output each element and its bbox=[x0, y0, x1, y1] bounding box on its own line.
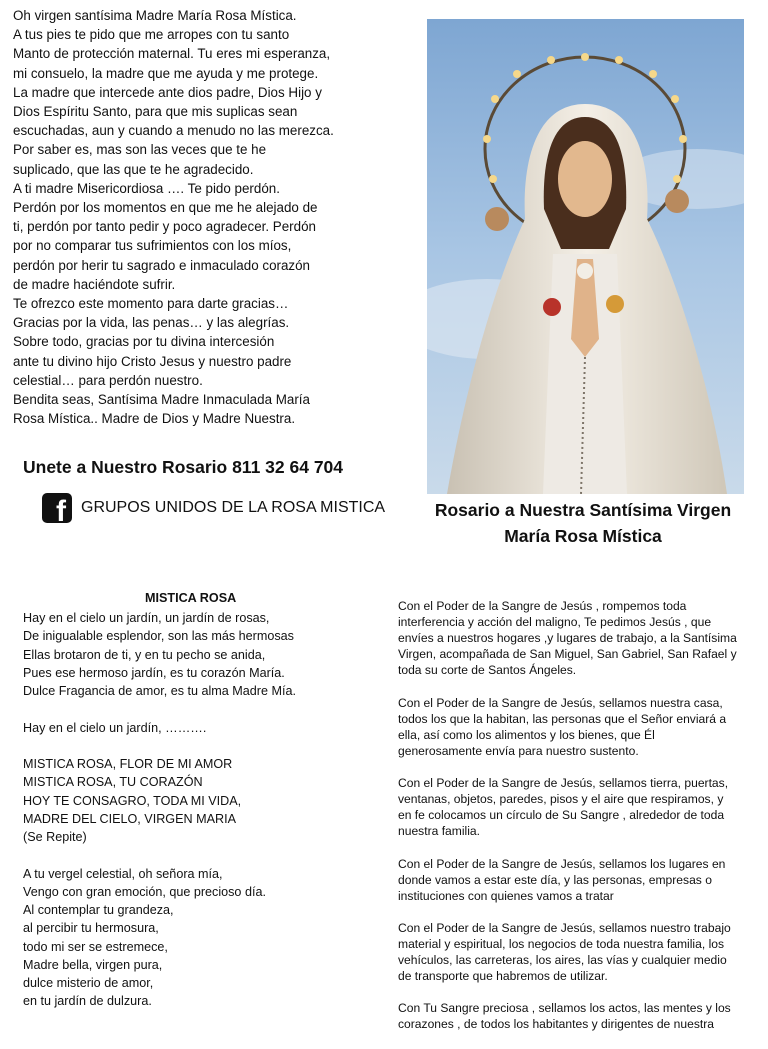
image-caption bbox=[400, 497, 766, 549]
prayer-line: A ti madre Misericordiosa …. Te pido perdón. bbox=[13, 180, 280, 196]
prayer-line: perdón por herir tu sagrado e inmaculado corazón bbox=[13, 257, 311, 273]
song-stanza bbox=[23, 719, 296, 737]
song-line: MISTICA ROSA, TU CORAZÓN bbox=[23, 775, 203, 790]
song-lyrics bbox=[23, 609, 296, 1011]
song-line: (Se Repite) bbox=[23, 830, 87, 844]
sealing-paragraph bbox=[398, 856, 737, 904]
song-line: dulce misterio de amor, bbox=[23, 976, 154, 990]
prayer-line: celestial… para perdón nuestro. bbox=[13, 372, 203, 388]
prayer-line: mi consuelo, la madre que me ayuda y me protege. bbox=[13, 65, 319, 81]
prayer-line: A tus pies te pido que me arropes con tu santo bbox=[13, 27, 290, 43]
song-line: Hay en el cielo un jardín, un jardín de rosas, bbox=[23, 611, 270, 625]
sealing-line: nuestra familia. bbox=[398, 824, 481, 839]
prayer-line: Oh virgen santísima Madre María Rosa Mística. bbox=[13, 8, 297, 23]
prayer-line: Gracias por la vida, las penas… y las alegrías. bbox=[13, 315, 290, 331]
song-line: Hay en el cielo un jardín, ………. bbox=[23, 720, 207, 735]
prayer-line: por no comparar tus sufrimientos con los míos, bbox=[13, 238, 292, 254]
song-line: HOY TE CONSAGRO, TODA MI VIDA, bbox=[23, 793, 242, 808]
sealing-paragraph bbox=[398, 775, 737, 839]
virgin-statue-image bbox=[427, 19, 744, 494]
stanza-gap bbox=[23, 737, 296, 755]
prayer-line: escuchadas, aun y cuando a menudo no las merezca. bbox=[13, 123, 334, 139]
song-stanza bbox=[23, 865, 296, 1011]
prayer-line: Manto de protección maternal. Tu eres mi esperanza, bbox=[13, 46, 331, 62]
prayer-line: Perdón por los momentos en que me he alejado de bbox=[13, 200, 318, 216]
sealing-line: Con el Poder de la Sangre de Jesús, sellamos tierra, puertas, bbox=[398, 776, 729, 791]
prayer-line: Sobre todo, gracias por tu divina intercesión bbox=[13, 334, 275, 350]
song-line: en tu jardín de dulzura. bbox=[23, 994, 152, 1009]
sealing-line: toda su corte de Santos Ángeles. bbox=[398, 663, 577, 678]
sealing-line: instituciones con quienes vamos a tratar bbox=[398, 888, 614, 903]
song-line: MADRE DEL CIELO, VIRGEN MARIA bbox=[23, 811, 236, 826]
prayer-line: Te ofrezco este momento para darte gracias… bbox=[13, 296, 289, 312]
song-line: Dulce Fragancia de amor, es tu alma Madre Mía. bbox=[23, 684, 296, 698]
song-title: MISTICA ROSA bbox=[145, 591, 237, 605]
prayer-line: ante tu divino hijo Cristo Jesus y nuestro padre bbox=[13, 353, 292, 369]
sealing-line: Con el Poder de la Sangre de Jesús, sellamos nuestra casa, bbox=[398, 695, 723, 710]
sealing-line: vehículos, las carreteras, los aires, las vías y cualquier medio bbox=[398, 953, 727, 968]
prayer-line: suplicado, que las que te he agradecido. bbox=[13, 161, 254, 177]
sealing-line: de transporte que habremos de utilizar. bbox=[398, 969, 608, 984]
prayer-line: Rosa Mística.. Madre de Dios y Madre Nuestra. bbox=[13, 411, 296, 427]
rosary-phone-heading: Unete a Nuestro Rosario 811 32 64 704 bbox=[23, 457, 344, 477]
sealing-paragraph bbox=[398, 695, 737, 759]
sealing-line: Virgen, acompañada de San Miguel, San Gabriel, San Rafael y bbox=[398, 647, 737, 662]
song-line: Pues ese hermoso jardín, es tu corazón María. bbox=[23, 665, 285, 680]
opening-prayer bbox=[13, 6, 334, 428]
song-line: Ellas brotaron de ti, y en tu pecho se anida, bbox=[23, 647, 266, 662]
sealing-line: ventanas, objetos, paredes, pisos y el aire que respiramos, y bbox=[398, 792, 724, 807]
song-line: al percibir tu hermosura, bbox=[23, 921, 159, 936]
caption-line-2: María Rosa Mística bbox=[504, 526, 662, 546]
sealing-line: envíes a nuestros hogares ,y lugares de trabajo, a la Santísima bbox=[398, 631, 737, 646]
prayer-line: La madre que intercede ante dios padre, Dios Hijo y bbox=[13, 84, 322, 100]
sealing-line: material y espiritual, los negocios de toda nuestra familia, los bbox=[398, 936, 725, 951]
sealing-line: ella, así como los alimentos y los bienes, que Él bbox=[398, 727, 655, 742]
facebook-group-row bbox=[42, 493, 385, 523]
song-line: todo mi ser se estremece, bbox=[23, 939, 168, 954]
song-line: A tu vergel celestial, oh señora mía, bbox=[23, 866, 223, 881]
song-stanza bbox=[23, 755, 296, 846]
prayer-line: Dios Espíritu Santo, para que mis suplicas sean bbox=[13, 104, 298, 120]
facebook-icon: f bbox=[42, 493, 72, 523]
prayer-line: Por saber es, mas son las veces que te he bbox=[13, 142, 267, 158]
stanza-gap bbox=[23, 846, 296, 864]
prayer-line: Bendita seas, Santísima Madre Inmaculada María bbox=[13, 392, 310, 408]
sealing-paragraph bbox=[398, 598, 737, 678]
song-line: MISTICA ROSA, FLOR DE MI AMOR bbox=[23, 757, 233, 771]
sealing-line: corazones , de todos los habitantes y dirigentes de nuestra bbox=[398, 1017, 714, 1032]
sealing-paragraph bbox=[398, 1000, 737, 1032]
sealing-line: Con el Poder de la Sangre de Jesús , rompemos toda bbox=[398, 599, 687, 613]
sealing-line: donde vamos a estar este día, y las personas, empresas o bbox=[398, 872, 712, 887]
sealing-paragraph bbox=[398, 920, 737, 984]
song-line: De inigualable esplendor, son las más hermosas bbox=[23, 629, 294, 644]
sealing-line: Con Tu Sangre preciosa , sellamos los actos, las mentes y los bbox=[398, 1001, 731, 1016]
prayer-line: de madre haciéndote sufrir. bbox=[13, 276, 176, 292]
song-line: Madre bella, virgen pura, bbox=[23, 957, 163, 972]
sealing-line: Con el Poder de la Sangre de Jesús, sellamos los lugares en bbox=[398, 856, 726, 871]
sealing-line: todos los que la habitan, las personas que el Señor enviará a bbox=[398, 711, 727, 726]
stanza-gap bbox=[23, 700, 296, 718]
song-line: Al contemplar tu grandeza, bbox=[23, 903, 174, 917]
blood-sealing-prayer bbox=[398, 598, 737, 1049]
sealing-line: interferencia y acción del maligno, Te pedimos Jesús , que bbox=[398, 615, 712, 630]
prayer-line: ti, perdón por tanto pedir y poco agradecer. Perdón bbox=[13, 219, 316, 235]
caption-line-1: Rosario a Nuestra Santísima Virgen bbox=[434, 500, 732, 520]
song-line: Vengo con gran emoción, que precioso día. bbox=[23, 884, 266, 899]
sealing-line: generosamente envía para nuestro sustento. bbox=[398, 743, 639, 758]
sealing-line: Con el Poder de la Sangre de Jesús, sellamos nuestro trabajo bbox=[398, 920, 731, 935]
facebook-group-label: GRUPOS UNIDOS DE LA ROSA MISTICA bbox=[81, 499, 386, 516]
sealing-line: en fe colocamos un círculo de Su Sangre , alrededor de toda bbox=[398, 808, 725, 823]
song-stanza bbox=[23, 609, 296, 700]
